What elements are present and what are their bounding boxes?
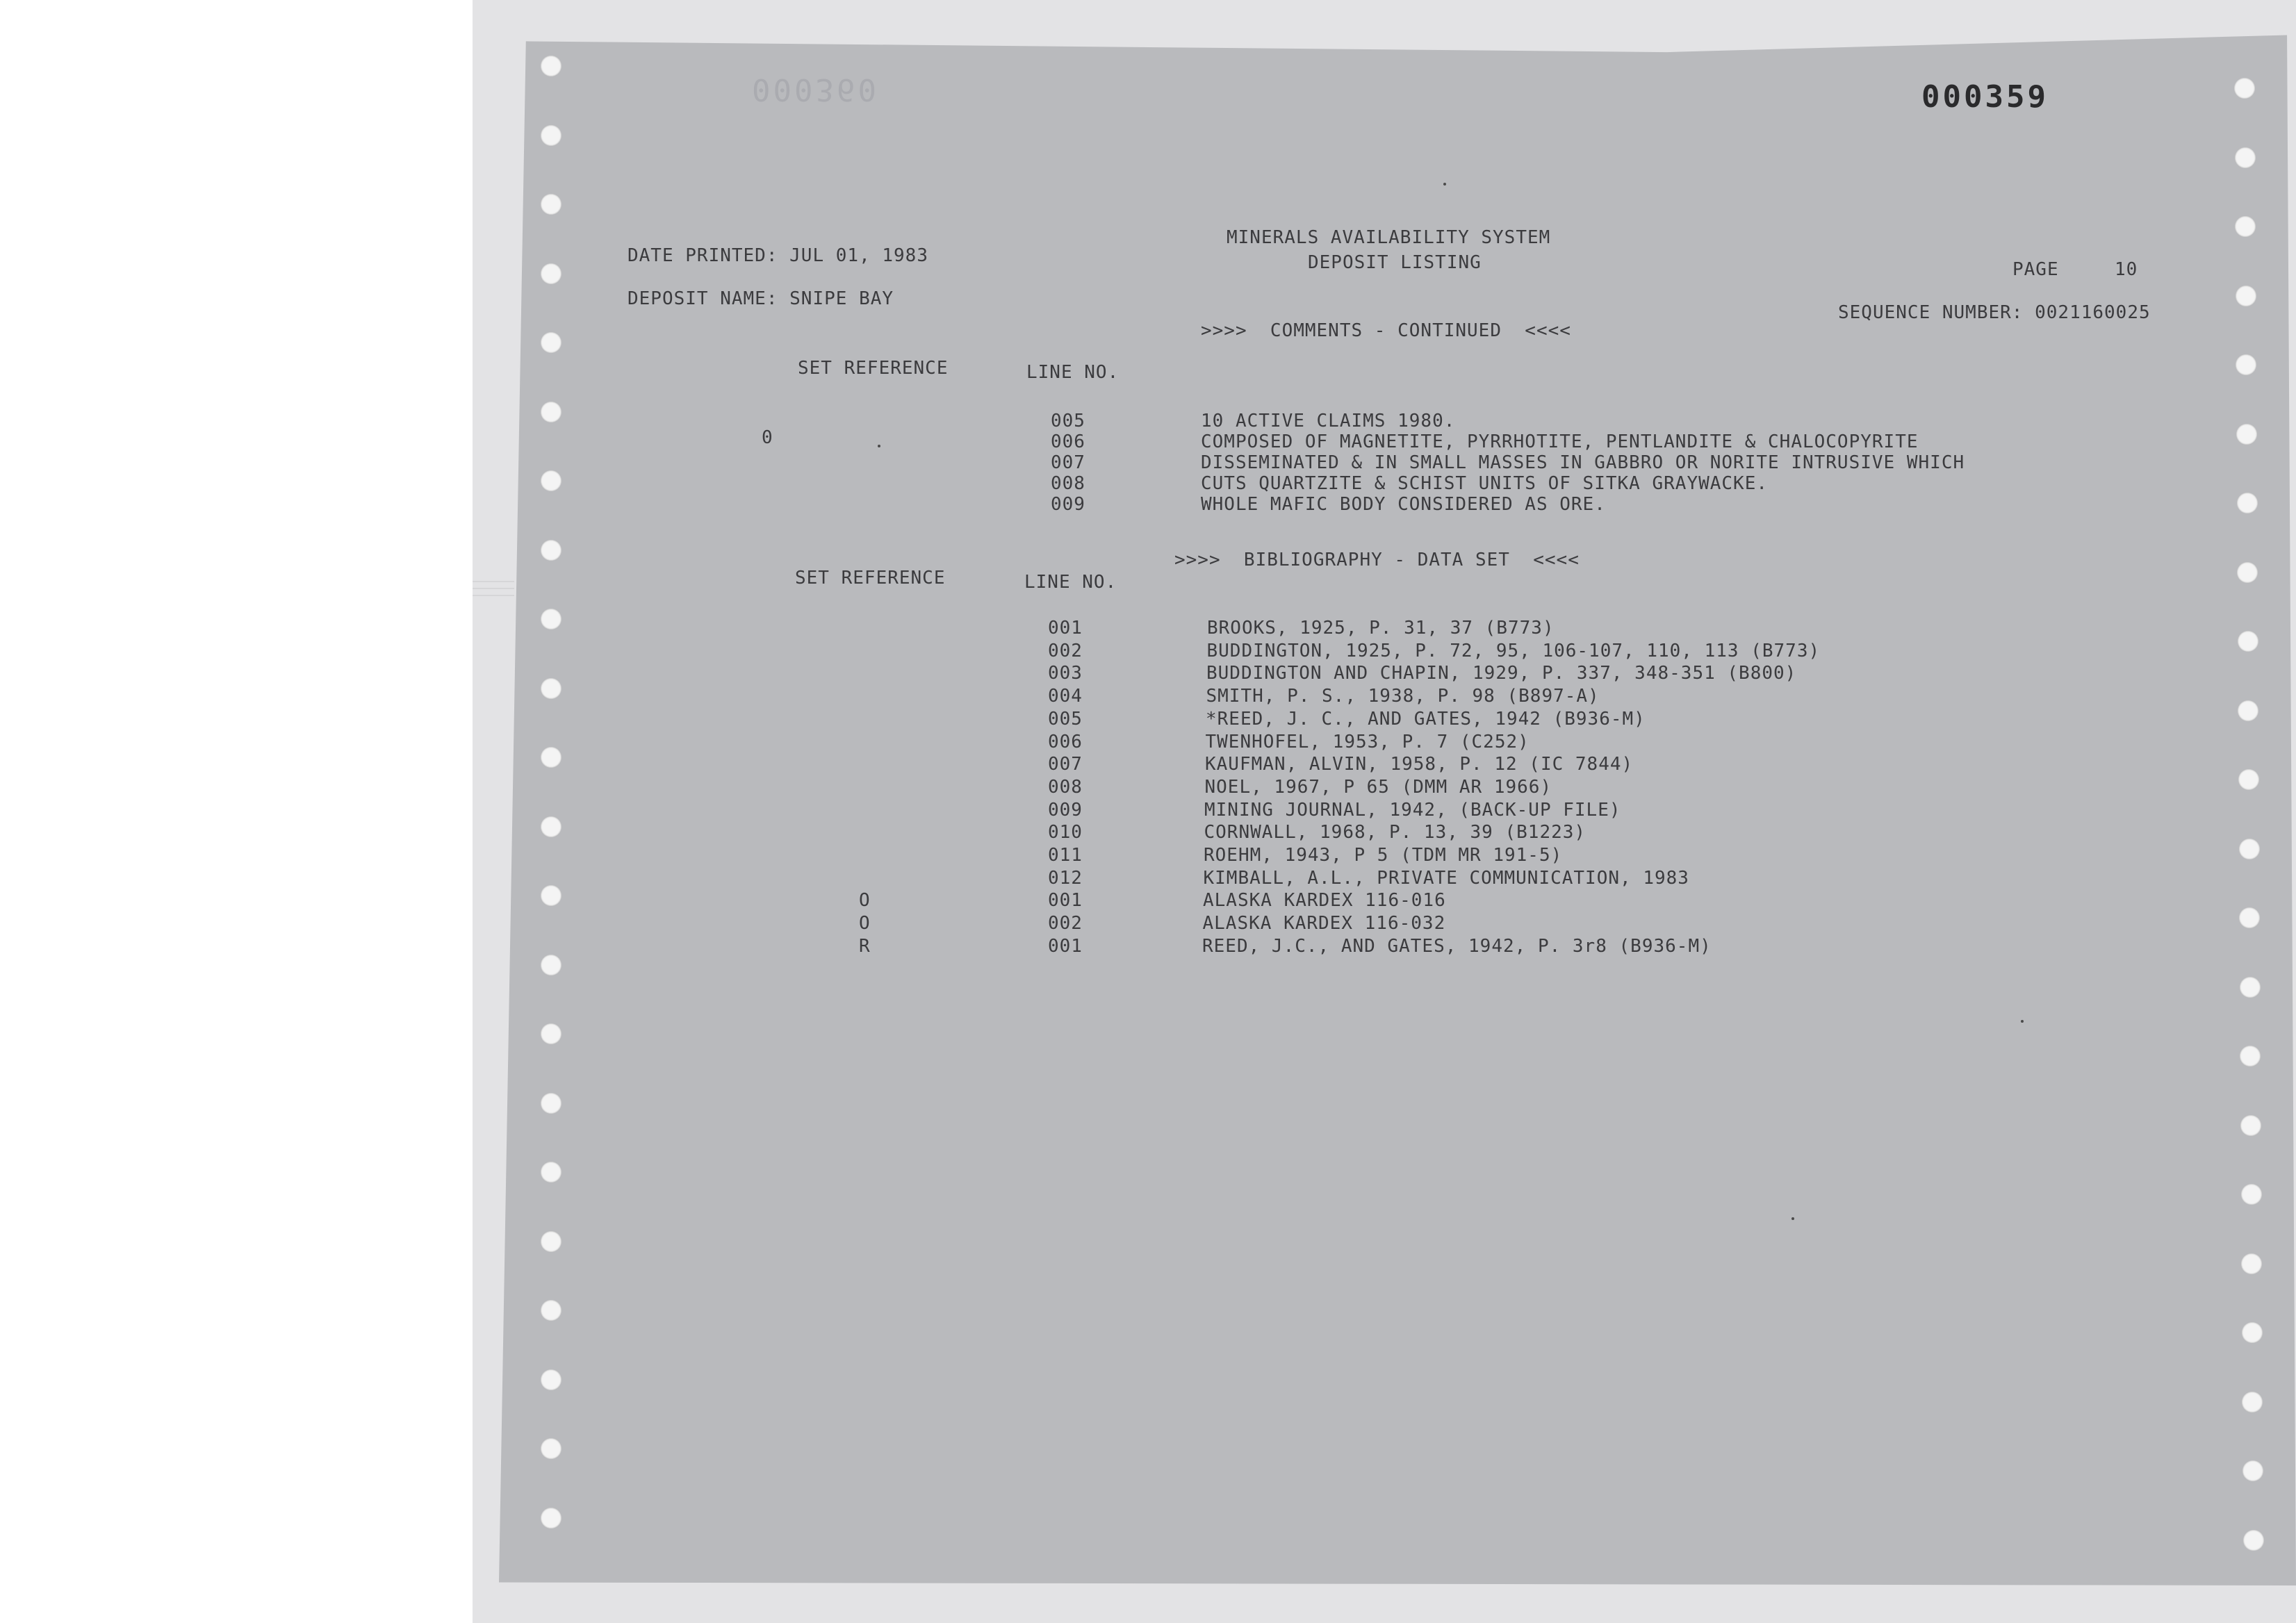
bibliography-citation: REED, J.C., AND GATES, 1942, P. 3r8 (B936-M)	[1202, 935, 1712, 957]
deposit-name: DEPOSIT NAME: SNIPE BAY	[628, 288, 894, 309]
bibliography-citation: SMITH, P. S., 1938, P. 98 (B897-A)	[1206, 686, 1600, 707]
bibliography-citation: ROEHM, 1943, P 5 (TDM MR 191-5)	[1204, 845, 1563, 866]
bibliography-set-reference: R	[859, 935, 871, 957]
sprocket-hole	[541, 402, 561, 422]
sprocket-hole	[2242, 1392, 2263, 1412]
bibliography-line-number: 010	[1048, 822, 1083, 843]
sprocket-hole	[541, 125, 561, 146]
set-reference-header: SET REFERENCE	[795, 568, 946, 588]
sprocket-hole	[2239, 839, 2260, 859]
sprocket-hole	[2235, 147, 2256, 168]
sprocket-hole	[2237, 562, 2258, 583]
set-reference-header: SET REFERENCE	[798, 358, 949, 379]
bibliography-citation: ALASKA KARDEX 116-032	[1202, 913, 1446, 934]
sprocket-hole	[541, 1162, 561, 1183]
page-margin	[0, 0, 473, 1623]
sprocket-hole	[541, 1300, 561, 1321]
comment-text: 10 ACTIVE CLAIMS 1980.	[1201, 411, 1456, 431]
comment-line-number: 005	[1051, 411, 1085, 431]
page-label: PAGE	[2012, 259, 2059, 280]
bibliography-citation: ALASKA KARDEX 116-016	[1203, 890, 1446, 912]
sprocket-hole	[2234, 78, 2255, 99]
stray-mark	[1791, 1217, 1794, 1220]
ghost-stamp: 000360	[752, 72, 879, 107]
sprocket-hole	[541, 1093, 561, 1114]
bibliography-section-title: >>>> BIBLIOGRAPHY - DATA SET <<<<	[1174, 550, 1580, 570]
bibliography-citation: NOEL, 1967, P 65 (DMM AR 1966)	[1204, 776, 1552, 798]
sprocket-hole	[2236, 424, 2257, 445]
bibliography-line-number: 007	[1048, 754, 1083, 775]
bibliography-line-number: 001	[1048, 935, 1083, 957]
bibliography-line-number: 012	[1048, 867, 1083, 889]
bibliography-line-number: 001	[1048, 890, 1083, 912]
sprocket-hole	[2241, 1184, 2262, 1205]
sprocket-hole	[2243, 1530, 2264, 1551]
set-reference-mark: 0	[762, 427, 773, 448]
bibliography-citation: BROOKS, 1925, P. 31, 37 (B773)	[1207, 618, 1555, 639]
perforation-mark	[473, 588, 514, 589]
sprocket-hole	[541, 885, 561, 906]
sprocket-hole	[2238, 631, 2258, 652]
sprocket-hole	[541, 1369, 561, 1390]
stray-mark	[878, 445, 880, 447]
sprocket-hole	[2238, 769, 2259, 790]
comment-text: COMPOSED OF MAGNETITE, PYRRHOTITE, PENTLANDITE & CHALOCOPYRITE	[1201, 431, 1919, 452]
sprocket-hole	[541, 194, 561, 215]
sprocket-hole	[541, 609, 561, 629]
bibliography-line-number: 002	[1048, 913, 1083, 934]
line-no-header: LINE NO.	[1026, 362, 1120, 383]
comment-text: DISSEMINATED & IN SMALL MASSES IN GABBRO OR NORITE INTRUSIVE WHICH	[1201, 452, 1965, 473]
bibliography-line-number: 003	[1048, 663, 1083, 684]
date-printed: DATE PRINTED: JUL 01, 1983	[628, 245, 928, 266]
comment-line-number: 008	[1051, 473, 1085, 494]
sprocket-hole	[541, 56, 561, 76]
bibliography-set-reference: O	[859, 913, 871, 934]
sprocket-hole	[2240, 977, 2261, 998]
sprocket-hole	[2240, 1115, 2261, 1136]
page-stamp: 000359	[1921, 79, 2049, 115]
sprocket-hole	[2235, 216, 2256, 237]
bibliography-citation: *REED, J. C., AND GATES, 1942 (B936-M)	[1206, 708, 1646, 730]
bibliography-line-number: 011	[1048, 845, 1083, 866]
bibliography-citation: MINING JOURNAL, 1942, (BACK-UP FILE)	[1204, 799, 1621, 821]
sprocket-hole	[2239, 907, 2260, 928]
bibliography-citation: BUDDINGTON AND CHAPIN, 1929, P. 337, 348-351 (B800)	[1206, 663, 1797, 684]
comment-line-number: 007	[1051, 452, 1085, 473]
comment-text: WHOLE MAFIC BODY CONSIDERED AS ORE.	[1201, 494, 1606, 515]
sprocket-hole	[2241, 1253, 2262, 1274]
page-value: 10	[2115, 259, 2138, 280]
sprocket-hole	[2242, 1460, 2263, 1481]
sprocket-hole	[541, 955, 561, 975]
sprocket-hole	[541, 1438, 561, 1459]
perforation-mark	[473, 581, 514, 582]
bibliography-set-reference: O	[859, 890, 871, 912]
bibliography-citation: KIMBALL, A.L., PRIVATE COMMUNICATION, 1983	[1203, 867, 1689, 889]
bibliography-citation: CORNWALL, 1968, P. 13, 39 (B1223)	[1204, 822, 1586, 843]
comment-line-number: 009	[1051, 494, 1085, 515]
sprocket-hole	[2238, 700, 2258, 721]
stray-mark	[2021, 1020, 2024, 1023]
bibliography-citation: KAUFMAN, ALVIN, 1958, P. 12 (IC 7844)	[1205, 754, 1634, 775]
sprocket-hole	[541, 470, 561, 491]
comment-text: CUTS QUARTZITE & SCHIST UNITS OF SITKA GRAYWACKE.	[1201, 473, 1769, 494]
sprocket-hole	[541, 816, 561, 837]
sprocket-hole	[541, 747, 561, 768]
sprocket-hole	[2237, 493, 2258, 513]
sprocket-hole	[541, 263, 561, 284]
sequence-number: SEQUENCE NUMBER: 0021160025	[1838, 302, 2151, 323]
perforation-mark	[473, 595, 514, 596]
bibliography-line-number: 006	[1048, 731, 1083, 752]
sprocket-hole	[541, 1023, 561, 1044]
bibliography-line-number: 004	[1048, 686, 1083, 707]
listing-title: DEPOSIT LISTING	[1308, 252, 1482, 273]
bibliography-citation: BUDDINGTON, 1925, P. 72, 95, 106-107, 110, 113 (B773)	[1206, 640, 1821, 661]
comments-section-title: >>>> COMMENTS - CONTINUED <<<<	[1201, 320, 1571, 341]
sprocket-hole	[541, 1231, 561, 1252]
bibliography-line-number: 009	[1048, 799, 1083, 821]
bibliography-line-number: 008	[1048, 776, 1083, 798]
sprocket-hole	[2242, 1322, 2263, 1343]
sprocket-hole	[541, 332, 561, 353]
sprocket-hole	[541, 1508, 561, 1529]
comment-line-number: 006	[1051, 431, 1085, 452]
bibliography-citation: TWENHOFEL, 1953, P. 7 (C252)	[1205, 731, 1530, 752]
line-no-header: LINE NO.	[1024, 572, 1117, 593]
bibliography-line-number: 005	[1048, 708, 1083, 730]
sprocket-hole	[541, 540, 561, 561]
stray-mark	[1443, 183, 1446, 186]
bibliography-line-number: 002	[1048, 640, 1083, 661]
sprocket-hole	[2236, 286, 2256, 306]
system-title: MINERALS AVAILABILITY SYSTEM	[1227, 227, 1551, 248]
bibliography-line-number: 001	[1048, 618, 1083, 639]
sprocket-hole	[541, 678, 561, 699]
